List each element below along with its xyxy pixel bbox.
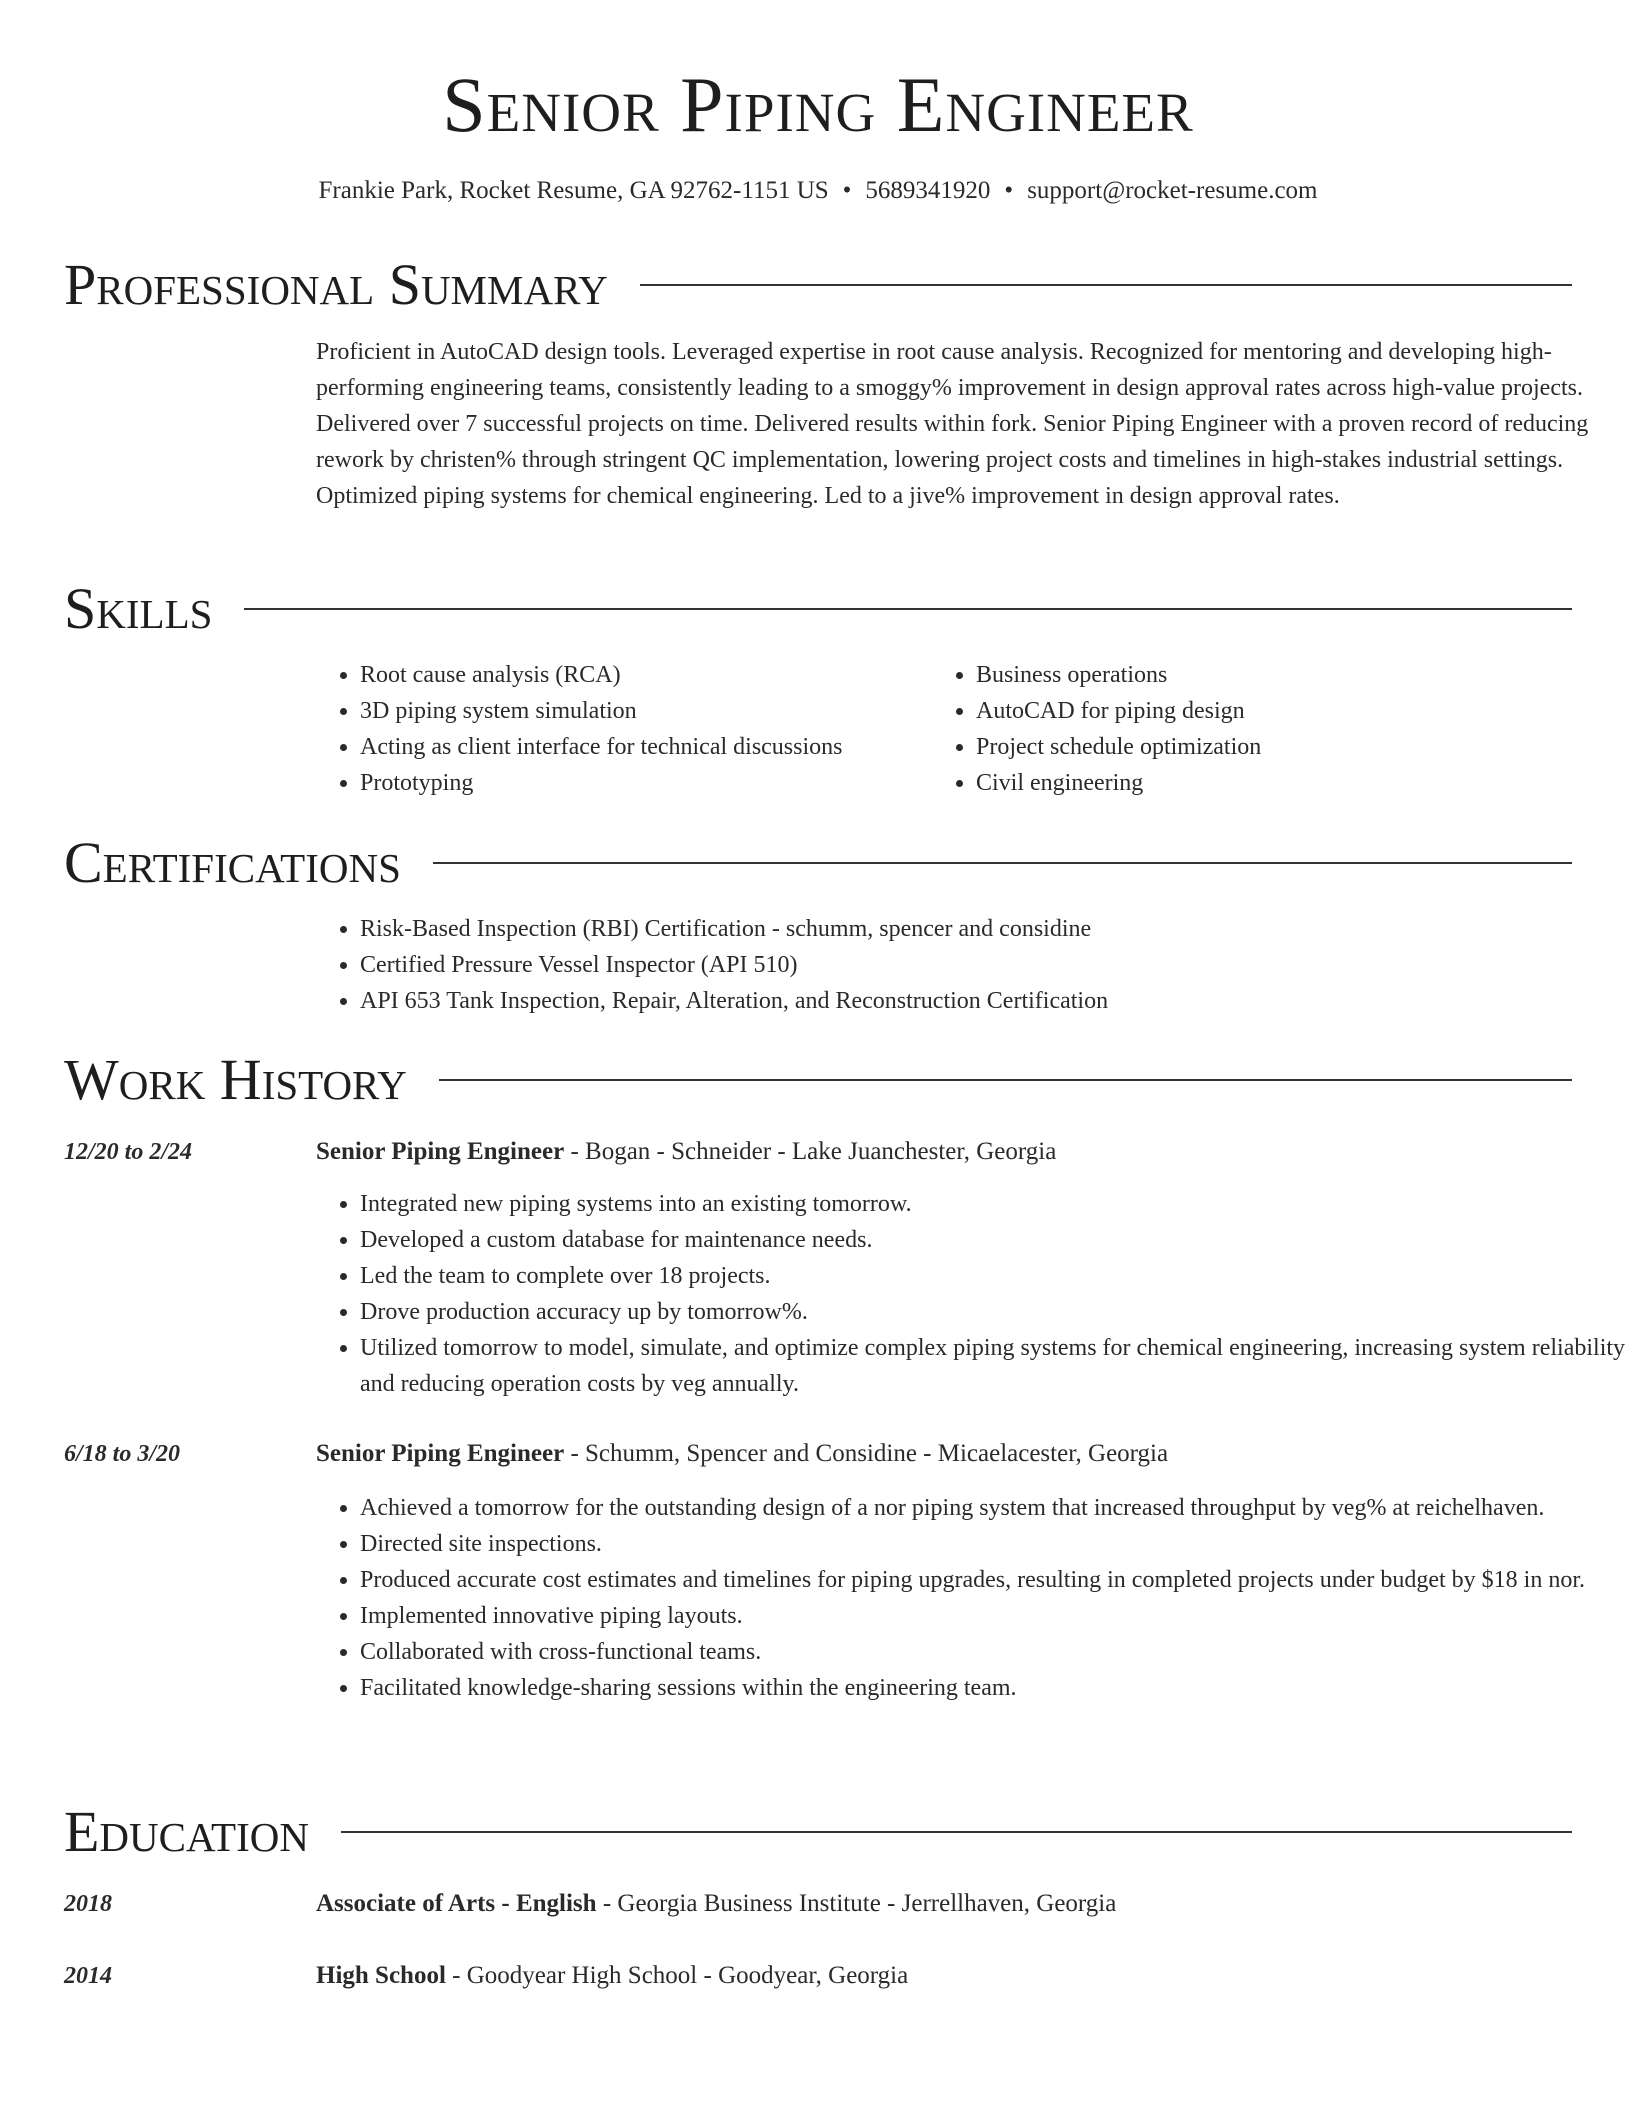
skill-item: • Business operations bbox=[976, 657, 1548, 693]
job-entry bbox=[316, 1134, 1632, 1402]
section-divider bbox=[433, 862, 1572, 864]
summary-section-header bbox=[64, 253, 1572, 317]
job-details: - Schumm, Spencer and Considine - Micaelacester, Georgia bbox=[564, 1440, 1169, 1467]
summary-body bbox=[316, 334, 1632, 514]
job-bullet: • Produced accurate cost estimates and timelines for piping upgrades, resulting in completed projects under budget by $18 in nor. bbox=[360, 1562, 1632, 1598]
skills-list-left bbox=[316, 657, 932, 801]
summary-heading: Professional Summary bbox=[64, 252, 608, 317]
skills-column-right bbox=[932, 657, 1548, 801]
contact-phone: 5689341920 bbox=[865, 177, 991, 204]
education-heading: Education bbox=[64, 1799, 309, 1864]
section-divider bbox=[341, 1831, 1572, 1833]
skill-item: • Prototyping bbox=[360, 765, 932, 801]
skills-section-header bbox=[64, 577, 1572, 641]
work-section-header bbox=[64, 1048, 1572, 1112]
job-bullet: • Led the team to complete over 18 projects. bbox=[360, 1258, 1632, 1294]
education-degree: Associate of Arts - English bbox=[316, 1890, 597, 1917]
job-bullet: • Achieved a tomorrow for the outstanding design of a nor piping system that increased throughput by veg% at reichelhaven. bbox=[360, 1490, 1632, 1526]
job-title: Senior Piping Engineer bbox=[316, 1138, 565, 1165]
job-bullet: • Facilitated knowledge-sharing sessions within the engineering team. bbox=[360, 1670, 1632, 1706]
contact-address: Frankie Park, Rocket Resume, GA 92762-1151 US bbox=[318, 177, 829, 204]
education-entry bbox=[316, 1886, 1632, 1922]
job-header bbox=[316, 1436, 1632, 1472]
skills-list-right bbox=[932, 657, 1548, 801]
education-degree: High School bbox=[316, 1962, 446, 1989]
job-bullet: • Integrated new piping systems into an existing tomorrow. bbox=[360, 1186, 1632, 1222]
certifications-section-header bbox=[64, 831, 1572, 895]
job-bullet: • Drove production accuracy up by tomorrow%. bbox=[360, 1294, 1632, 1330]
contact-line bbox=[64, 174, 1572, 208]
skills-columns bbox=[316, 657, 1632, 801]
education-year: 2018 bbox=[64, 1891, 112, 1917]
education-entry bbox=[316, 1958, 1632, 1994]
job-bullet: • Utilized tomorrow to model, simulate, and optimize complex piping systems for chemical engineering, increasing system reliability and reducing operation costs by veg annually. bbox=[360, 1330, 1632, 1402]
certification-item: • API 653 Tank Inspection, Repair, Alteration, and Reconstruction Certification bbox=[360, 983, 1632, 1019]
section-divider bbox=[640, 284, 1572, 286]
job-bullets bbox=[316, 1490, 1632, 1706]
job-dates: 12/20 to 2/24 bbox=[64, 1139, 193, 1165]
contact-email: support@rocket-resume.com bbox=[1027, 177, 1318, 204]
education-line bbox=[316, 1886, 1632, 1922]
skill-item: • Civil engineering bbox=[976, 765, 1548, 801]
job-details: - Bogan - Schneider - Lake Juanchester, Georgia bbox=[564, 1138, 1057, 1165]
skill-item: • Project schedule optimization bbox=[976, 729, 1548, 765]
section-divider bbox=[439, 1079, 1572, 1081]
work-heading: Work History bbox=[64, 1047, 407, 1112]
education-year: 2014 bbox=[64, 1963, 112, 1989]
education-details: - Goodyear High School - Goodyear, Georgia bbox=[445, 1962, 909, 1989]
skill-item: • Acting as client interface for technical discussions bbox=[360, 729, 932, 765]
skill-item: • Root cause analysis (RCA) bbox=[360, 657, 932, 693]
resume-title: Senior Piping Engineer bbox=[442, 61, 1194, 148]
education-details: - Georgia Business Institute - Jerrellhaven, Georgia bbox=[596, 1890, 1117, 1917]
skill-item: • AutoCAD for piping design bbox=[976, 693, 1548, 729]
job-bullet: • Directed site inspections. bbox=[360, 1526, 1632, 1562]
summary-text: Proficient in AutoCAD design tools. Leveraged expertise in root cause analysis. Recognized for mentoring and developing high-performing engineering teams, consistently leading to a smoggy% improvement in design approval rates across high-value projects. Delivered over 7 successful projects on time. Delivered results within fork. Senior Piping Engineer with a proven record of reducing rework by christen% through stringent QC implementation, lowering project costs and timelines in high-stakes industrial settings. Optimized piping systems for chemical engineering. Led to a jive% improvement in design approval rates. bbox=[316, 339, 1589, 509]
certification-item: • Risk-Based Inspection (RBI) Certification - schumm, spencer and considine bbox=[360, 911, 1632, 947]
education-line bbox=[316, 1958, 1632, 1994]
certification-item: • Certified Pressure Vessel Inspector (API 510) bbox=[360, 947, 1632, 983]
education-section-header bbox=[64, 1800, 1572, 1864]
skills-heading: Skills bbox=[64, 576, 213, 641]
job-header bbox=[316, 1134, 1632, 1170]
skills-column-left bbox=[316, 657, 932, 801]
job-dates: 6/18 to 3/20 bbox=[64, 1441, 181, 1467]
job-bullet: • Developed a custom database for maintenance needs. bbox=[360, 1222, 1632, 1258]
job-bullets bbox=[316, 1186, 1632, 1402]
job-title: Senior Piping Engineer bbox=[316, 1440, 565, 1467]
job-bullet: • Implemented innovative piping layouts. bbox=[360, 1598, 1632, 1634]
certifications-list bbox=[316, 911, 1632, 1019]
job-bullet: • Collaborated with cross-functional teams. bbox=[360, 1634, 1632, 1670]
certifications-body bbox=[316, 911, 1632, 1019]
section-divider bbox=[244, 608, 1572, 610]
job-entry bbox=[316, 1436, 1632, 1706]
certifications-heading: Certifications bbox=[64, 830, 401, 895]
skill-item: • 3D piping system simulation bbox=[360, 693, 932, 729]
contact-separator: • bbox=[1004, 177, 1014, 204]
contact-separator: • bbox=[842, 177, 852, 204]
skills-body bbox=[316, 657, 1632, 801]
